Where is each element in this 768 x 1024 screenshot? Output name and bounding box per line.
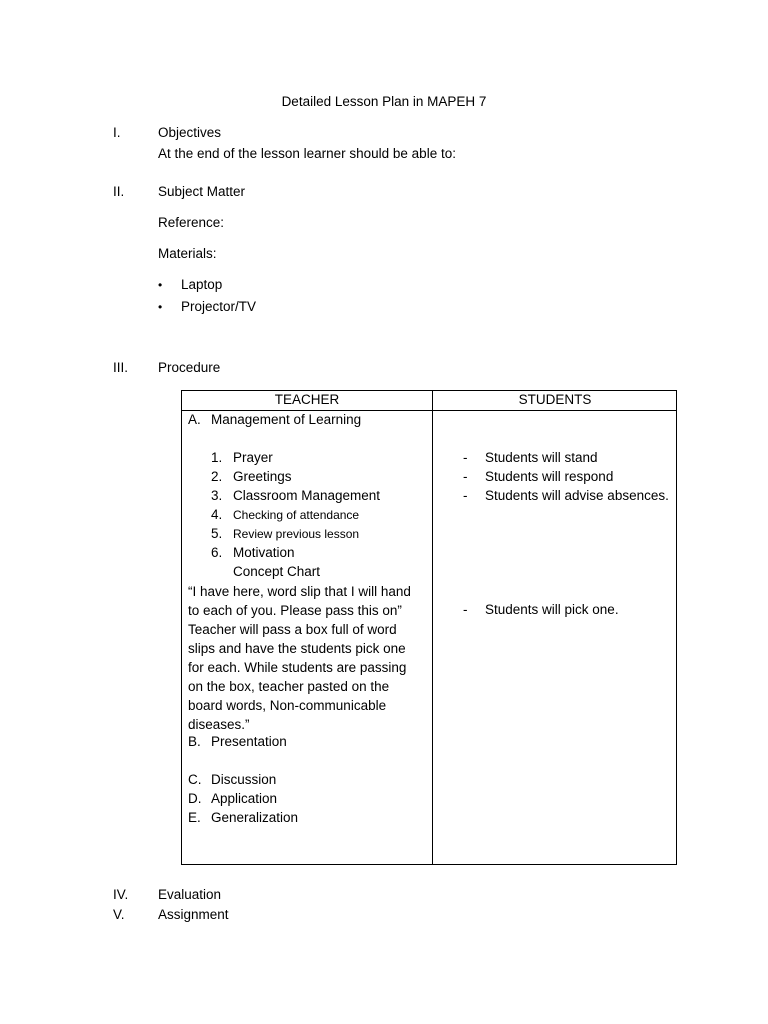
teacher-section-letter: E. — [188, 810, 201, 825]
material-item: Laptop — [181, 277, 223, 292]
material-item: Projector/TV — [181, 299, 257, 314]
teacher-section-label: Management of Learning — [211, 412, 362, 427]
teacher-section-letter: D. — [188, 791, 202, 806]
motivation-subtitle: Concept Chart — [233, 564, 321, 579]
student-dash: - — [463, 602, 468, 617]
motivation-paragraph: “I have here, word slip that I will hand to each of you. Please pass this on” Teacher will pass a box full of word slips and have the students pick one for each. While students are passing on the box, teacher pasted on the board words, Non-communicable diseases.” — [188, 584, 411, 732]
procedure-table — [181, 390, 677, 865]
teacher-section-letter: C. — [188, 772, 202, 787]
section-numeral-subject-matter: II. — [113, 184, 125, 199]
student-response: Students will respond — [485, 469, 614, 484]
teacher-section-letter: A. — [188, 412, 201, 427]
teacher-step-label: Review previous lesson — [233, 527, 360, 541]
teacher-step-label: Motivation — [233, 545, 295, 560]
student-response: Students will stand — [485, 450, 598, 465]
teacher-section-label: Generalization — [211, 810, 299, 825]
teacher-step-number: 3. — [211, 488, 223, 503]
student-dash: - — [463, 450, 468, 465]
section-heading-objectives: Objectives — [158, 125, 222, 140]
bullet-icon: • — [158, 278, 163, 292]
section-numeral-assignment: V. — [113, 907, 125, 922]
section-heading-subject-matter: Subject Matter — [158, 184, 246, 199]
section-heading-assignment: Assignment — [158, 907, 229, 922]
bullet-icon: • — [158, 300, 163, 314]
table-header-teacher: TEACHER — [274, 392, 340, 407]
section-heading-evaluation: Evaluation — [158, 887, 222, 902]
teacher-section-label: Presentation — [211, 734, 287, 749]
teacher-section-label: Application — [211, 791, 278, 806]
teacher-step-number: 1. — [211, 450, 223, 465]
student-dash: - — [463, 469, 468, 484]
teacher-step-number: 5. — [211, 526, 223, 541]
document-title: Detailed Lesson Plan in MAPEH 7 — [281, 94, 487, 109]
section-heading-procedure: Procedure — [158, 360, 221, 375]
student-response: Students will pick one. — [485, 602, 619, 617]
teacher-step-label: Greetings — [233, 469, 292, 484]
teacher-step-label: Prayer — [233, 450, 273, 465]
teacher-step-number: 6. — [211, 545, 223, 560]
section-numeral-objectives: I. — [113, 125, 121, 140]
teacher-step-label: Classroom Management — [233, 488, 381, 503]
section-numeral-evaluation: IV. — [113, 887, 129, 902]
teacher-step-number: 4. — [211, 507, 223, 522]
table-column-divider — [432, 391, 433, 864]
teacher-step-label: Checking of attendance — [233, 508, 360, 522]
reference-label: Reference: — [158, 215, 225, 230]
student-response: Students will advise absences. — [485, 488, 669, 503]
table-header-students: STUDENTS — [518, 392, 592, 407]
teacher-section-label: Discussion — [211, 772, 277, 787]
teacher-step-number: 2. — [211, 469, 223, 484]
table-header-divider — [182, 410, 676, 411]
student-dash: - — [463, 488, 468, 503]
teacher-section-letter: B. — [188, 734, 201, 749]
objectives-text: At the end of the lesson learner should be able to: — [158, 146, 456, 161]
section-numeral-procedure: III. — [113, 360, 129, 375]
materials-label: Materials: — [158, 246, 217, 261]
